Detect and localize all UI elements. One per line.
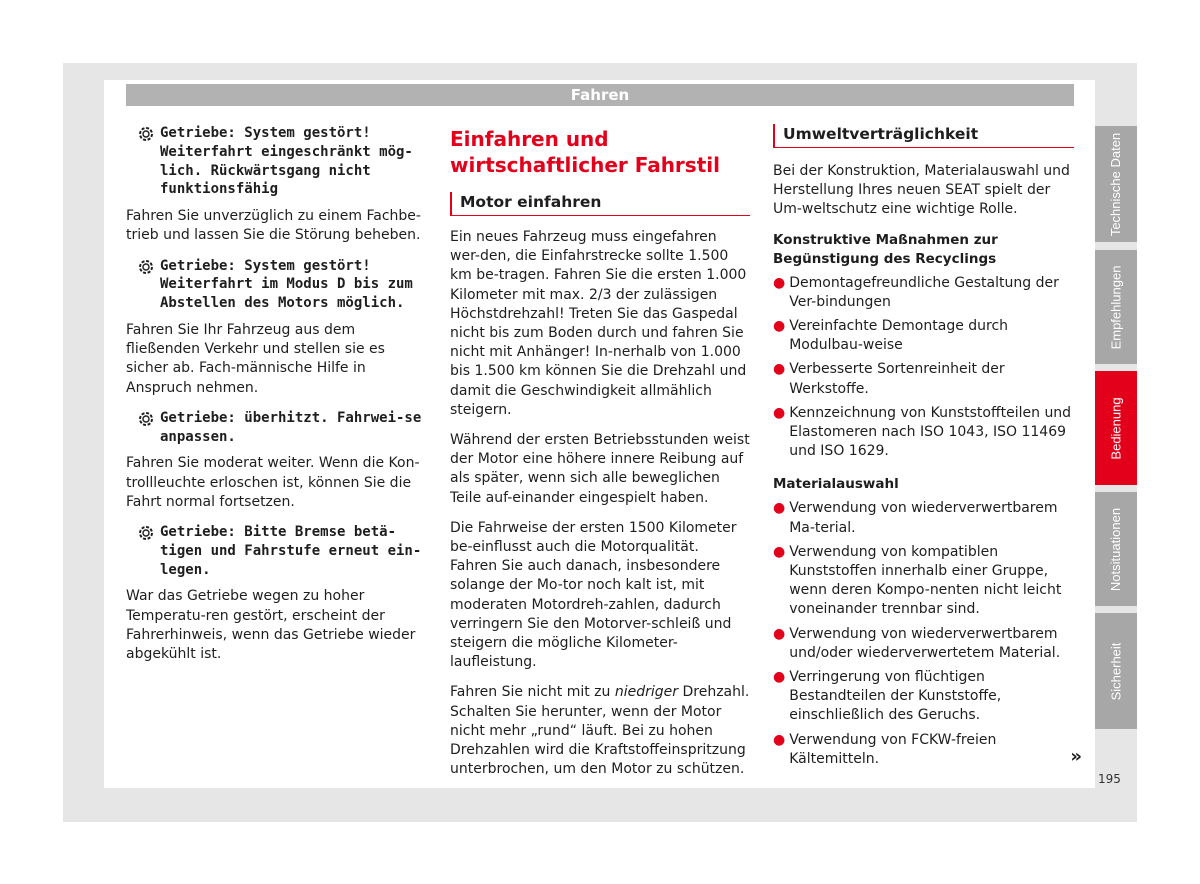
list-item (773, 543, 1074, 620)
list-item (773, 360, 1074, 398)
paragraph: Fahren Sie Ihr Fahrzeug aus dem fließenden Verkehr und stellen sie es sicher ab. Fach-männische Hilfe in Anspruch nehmen. (126, 321, 385, 396)
list-item-text: Verwendung von wiederverwertbarem Ma-terial. (789, 500, 1058, 536)
list-item-text: Verwendung von FCKW-freien Kältemitteln. (789, 731, 997, 767)
list-item (773, 404, 1074, 462)
subsection-title: Motor einfahren (450, 192, 750, 216)
page-number: 195 (1098, 772, 1121, 786)
list-item (773, 317, 1074, 355)
column-right (773, 124, 1082, 774)
bullet-icon: ● (773, 361, 786, 378)
list-item-text: Kennzeichnung von Kunststoffteilen und Elastomeren nach ISO 1043, ISO 11469 und ISO 1629. (789, 404, 1072, 460)
tab-sicherheit[interactable] (1095, 613, 1137, 729)
tab-notsituationen[interactable] (1095, 492, 1137, 606)
gear-warning-icon (138, 259, 154, 275)
gear-warning-icon (138, 126, 154, 142)
tab-label: Bedienung (1108, 396, 1124, 460)
list-item-text: Demontagefreundliche Gestaltung der Ver-bindungen (789, 274, 1059, 310)
paragraph: Ein neues Fahrzeug muss eingefahren wer-den, die Einfahrstrecke sollte 1.500 km be-tragen. Fahren Sie die ersten 1.000 Kilometer mit max. 2/3 der zulässigen Höchstdrehzahl! Treten Sie das Gaspedal nicht bis zum Boden durch und fahren Sie nicht mit Anhänger! In-nerhalb von 1.000 bis 1.500 km können Sie die Drehzahl und damit die Geschwindigkeit allmählich steigern. (450, 229, 747, 418)
chapter-header: Fahren (126, 84, 1074, 106)
paragraph: Während der ersten Betriebsstunden weist der Motor eine höhere innere Reibung auf als später, wenn sich alle beweglichen Teile auf-einander eingespielt haben. (450, 432, 750, 506)
text-run: Drehzahl. Schalten Sie herunter, wenn der Motor nicht mehr „rund“ läuft. Bei zu hohen Drehzahlen wird die Kraftstoffeinspritzung unterbrochen, um den Motor zu schützen. (450, 684, 750, 778)
paragraph: War das Getriebe wegen zu hoher Temperatu-ren gestört, erscheint der Fahrerhinweis, wenn das Getriebe wieder abgekühlt ist. (126, 588, 416, 662)
bullet-icon: ● (773, 318, 786, 335)
tab-label: Technische Daten (1108, 132, 1124, 236)
gear-warning-icon (138, 411, 154, 427)
subheading-recycling: Konstruktive Maßnahmen zur Begünstigung des Recyclings (773, 231, 998, 267)
warning-item (138, 409, 428, 447)
warning-text: Getriebe: Bitte Bremse betä-tigen und Fahrstufe erneut ein-legen. (160, 524, 422, 578)
bullet-icon: ● (773, 669, 786, 686)
warning-item (138, 124, 428, 199)
warning-item (138, 257, 428, 313)
text-run: Fahren Sie nicht mit zu (450, 684, 615, 701)
tab-label: Notsituationen (1108, 507, 1124, 591)
paragraph (450, 683, 750, 779)
subheading-material: Materialauswahl (773, 476, 899, 493)
section-title: Einfahren und wirtschaftlicher Fahrstil (450, 127, 720, 177)
list-item (773, 668, 1074, 726)
list-item-text: Verwendung von wiederverwertbarem und/oder wiederverwertetem Material. (789, 625, 1061, 661)
tab-bedienung[interactable] (1095, 371, 1137, 485)
list-item (773, 731, 1082, 769)
list-item-text: Verwendung von kompatiblen Kunststoffen innerhalb einer Gruppe, wenn deren Kompo-nenten nicht leicht voneinander trennbar sind. (789, 543, 1062, 618)
column-middle (450, 124, 750, 790)
paragraph: Fahren Sie unverzüglich zu einem Fachbe-trieb und lassen Sie die Störung beheben. (126, 208, 421, 244)
list-item (773, 625, 1074, 663)
tab-empfehlungen[interactable] (1095, 250, 1137, 364)
bullet-icon: ● (773, 500, 786, 517)
paragraph: Bei der Konstruktion, Materialauswahl und Herstellung Ihres neuen SEAT spielt der Um-weltschutz eine wichtige Rolle. (773, 163, 1070, 218)
list-item-text: Verringerung von flüchtigen Bestandteilen der Kunststoffe, einschließlich des Geruchs. (789, 669, 1002, 724)
bullet-icon: ● (773, 404, 786, 421)
list-item-text: Verbesserte Sortenreinheit der Werkstoffe. (789, 361, 1005, 397)
section-title-environment: Umweltverträglichkeit (773, 124, 1074, 148)
gear-warning-icon (138, 525, 154, 541)
warning-item (138, 523, 428, 579)
bullet-icon: ● (773, 731, 786, 748)
warning-text: Getriebe: überhitzt. Fahrwei-se anpassen. (160, 409, 422, 445)
tab-label: Sicherheit (1108, 642, 1124, 700)
paragraph: Fahren Sie moderat weiter. Wenn die Kon-trollleuchte erloschen ist, können Sie die Fahrt normal fortsetzen. (126, 455, 420, 510)
list-item-text: Vereinfachte Demontage durch Modulbau-weise (789, 318, 1009, 354)
list-item (773, 499, 1074, 537)
tab-technische-daten[interactable] (1095, 126, 1137, 242)
list-item (773, 274, 1074, 312)
paragraph: Die Fahrweise der ersten 1500 Kilometer be-einflusst auch die Motorqualität. Fahren Sie auch danach, insbesondere solange der Mo-tor noch kalt ist, mit moderaten Motordreh-zahlen, dadurch verringern Sie den Motorver-schleiß und steigern die mögliche Kilometer-laufleistung. (450, 519, 737, 671)
column-left (126, 124, 428, 675)
bullet-icon: ● (773, 625, 786, 642)
bullet-icon: ● (773, 543, 786, 560)
tab-label: Empfehlungen (1108, 265, 1124, 349)
emphasis-text: niedriger (614, 684, 679, 701)
continue-arrow-icon: » (1070, 746, 1082, 768)
bullet-icon: ● (773, 274, 786, 291)
warning-text: Getriebe: System gestört! Weiterfahrt im Modus D bis zum Abstellen des Motors möglich. (160, 257, 413, 312)
warning-text: Getriebe: System gestört! Weiterfahrt eingeschränkt mög-lich. Rückwärtsgang nicht funktionsfähig (160, 125, 413, 198)
